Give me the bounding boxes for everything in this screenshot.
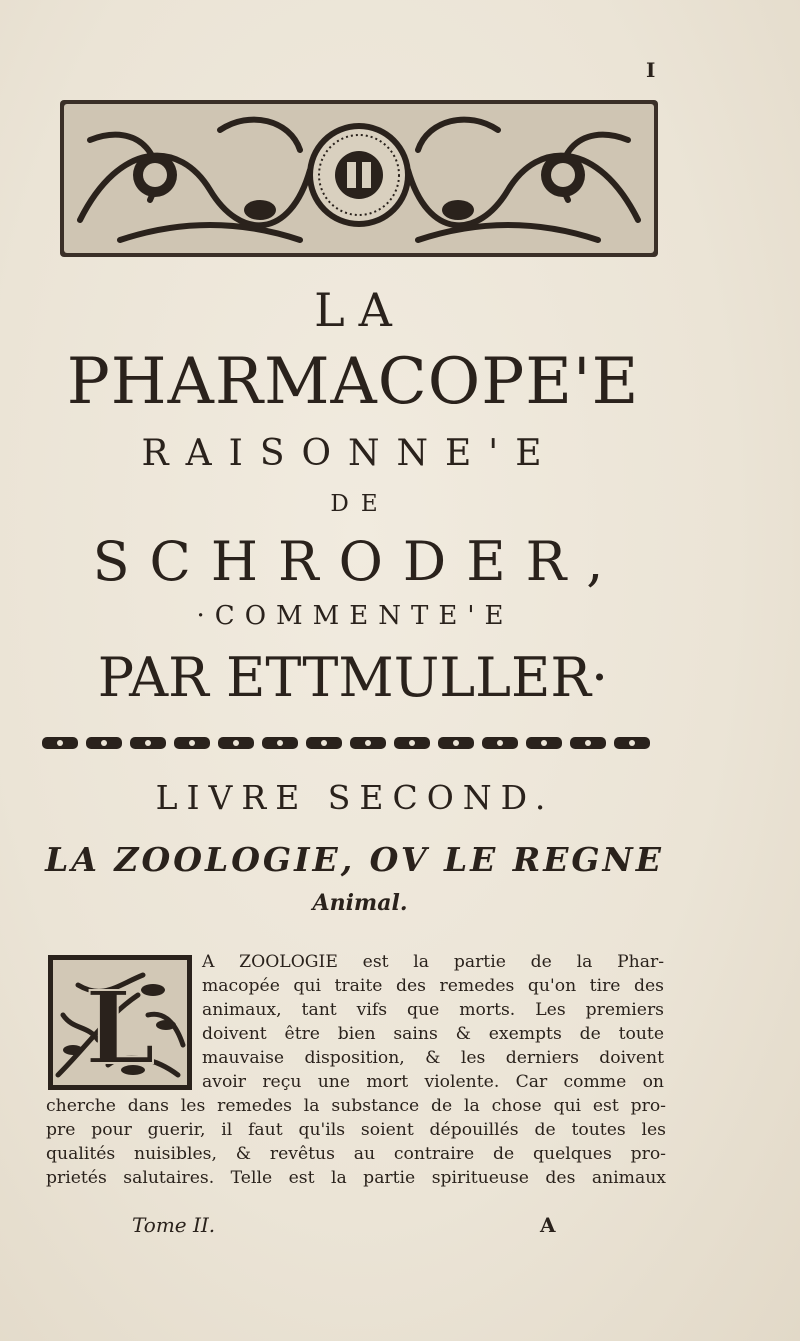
title-line-raisonnee: RAISONNE'E (141, 433, 559, 474)
body-line: doivent être bien sains & exempts de toute (202, 1024, 664, 1044)
body-line: macopée qui traite des remedes qu'on tire des (202, 976, 664, 996)
chapter-heading: LA ZOOLOGIE, OV LE REGNE (45, 840, 664, 879)
dropcap-letter: L (84, 969, 156, 1087)
body-line: cherche dans les remedes la substance de la chose qui est pro- (46, 1096, 666, 1116)
title-line-par-ettmuller: PAR ETTMULLER· (97, 646, 609, 709)
signature-mark: A (540, 1213, 556, 1237)
body-line: A ZOOLOGIE est la partie de la Phar- (202, 952, 664, 972)
body-line: qualités nuisibles, & revêtus au contraire de quelques pro- (46, 1144, 666, 1164)
book-section-heading: LIVRE SECOND. (155, 778, 555, 817)
body-line: mauvaise disposition, & les derniers doivent (202, 1048, 664, 1068)
volume-label: Tome II. (132, 1213, 216, 1237)
ornamental-rule (42, 733, 666, 753)
chapter-heading-continuation: Animal. (312, 890, 408, 916)
title-line-la: LA (314, 283, 406, 337)
title-line-schroder: SCHRODER, (92, 530, 624, 593)
body-line: pre pour guerir, il faut qu'ils soient dépouillés de toutes les (46, 1120, 666, 1140)
dropcap-initial (48, 955, 192, 1090)
body-line: animaux, tant vifs que morts. Les premiers (202, 1000, 664, 1020)
body-line: avoir reçu une mort violente. Car comme on (202, 1072, 664, 1092)
title-line-commentee: ·COMMENTE'E (196, 601, 514, 631)
title-line-pharmacopee: PHARMACOPE'E (66, 345, 640, 419)
page-number: I (646, 58, 656, 82)
title-line-de: DE (330, 491, 390, 517)
headpiece-ornament (60, 100, 658, 257)
body-line: prietés salutaires. Telle est la partie spiritueuse des animaux (46, 1168, 666, 1188)
